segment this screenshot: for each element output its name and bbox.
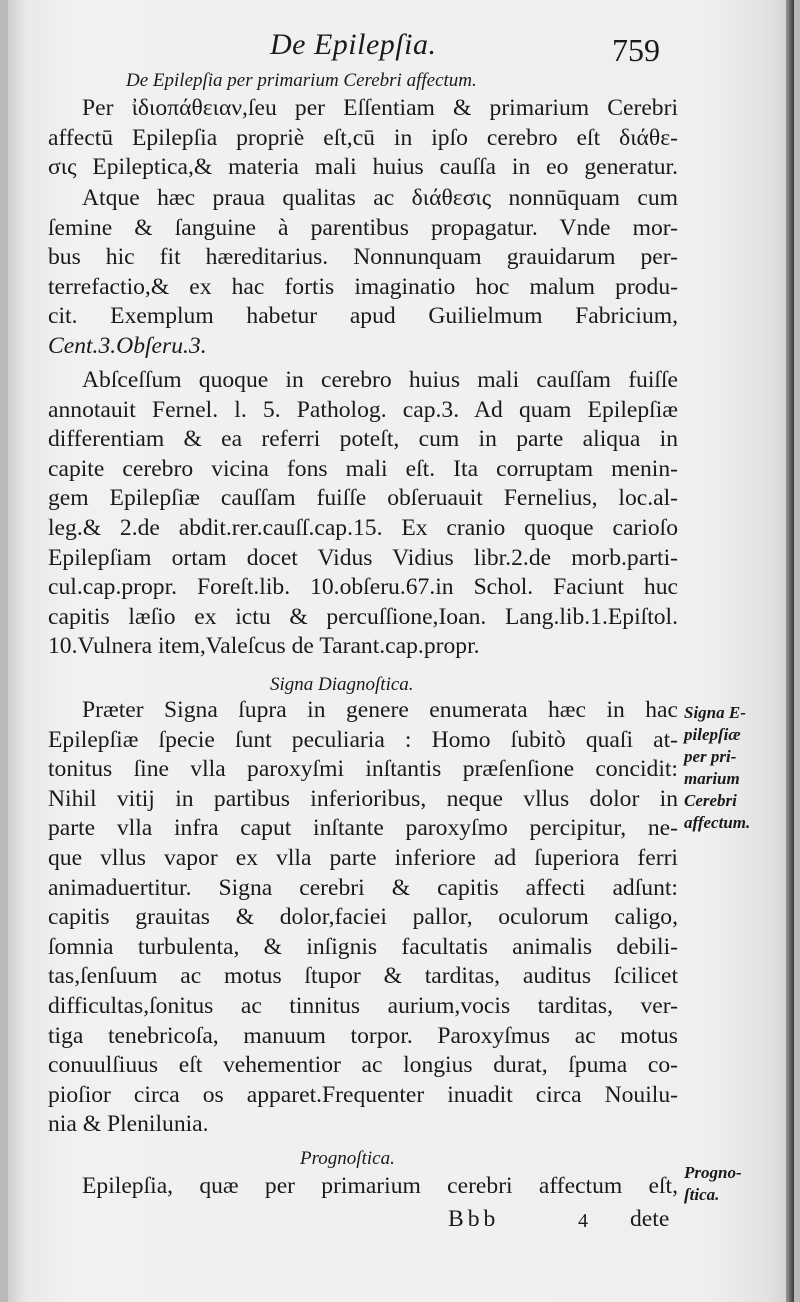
subhead-signa-diagnostica: Signa Diagnoſtica. [270, 674, 414, 695]
paragraph-2 [48, 184, 678, 362]
section-title: De Epilepſia per primarium Cerebri affectum. [126, 70, 477, 91]
text-line: σις Epileptica,& materia mali huius cauſſa in eo generatur. [48, 154, 678, 181]
margin-note-line: marium [684, 769, 740, 788]
text-line: animaduertitur. Signa cerebri & capitis affecti adſunt: [48, 874, 678, 901]
text-line: leg.& 2.de abdit.rer.cauſſ.cap.15. Ex cranio quoque carioſo [48, 514, 678, 541]
text-line: affectū Epilepſia propriè eſt,cū in ipſo cerebro eſt διάθε- [48, 124, 678, 151]
signature-number: 4 [578, 1210, 588, 1232]
margin-note-line: Signa E- [684, 703, 746, 722]
text-line: capitis grauitas & dolor,faciei pallor, oculorum caligo, [48, 904, 678, 931]
text-line: differentiam & ea referri poteſt, cum in parte aliqua in [48, 426, 678, 453]
margin-note-line: ſtica. [684, 1185, 720, 1204]
text-line: Atque hæc praua qualitas ac διάθεσις nonnūquam cum [82, 185, 678, 211]
text-line: Epilepſiæ ſpecie ſunt peculiaria : Homo ſubitò quaſi at- [48, 726, 678, 753]
margin-note-line: pilepſiæ [684, 725, 741, 744]
text-line: Per ἰδιοπάθειαν,ſeu per Eſſentiam & primarium Cerebri [82, 95, 678, 121]
page-footer [48, 1206, 678, 1238]
text-line: tiga tenebricoſa, manuum torpor. Paroxyſmus ac motus [48, 1022, 678, 1049]
margin-note-line: affectum. [684, 813, 751, 832]
catchword: dete [630, 1206, 670, 1232]
margin-note-prognostica [684, 1162, 742, 1206]
text-line: cit. Exemplum habetur apud Guilielmum Fabricium, [48, 303, 678, 330]
page-edge-shadow [786, 0, 794, 1302]
book-page [8, 0, 794, 1302]
text-line: tas,ſenſuum ac motus ſtupor & tarditas, auditus ſcilicet [48, 963, 678, 990]
margin-note-signa [684, 702, 750, 834]
signature-mark: Bbb [448, 1206, 500, 1232]
running-title: De Epilepſia. [270, 28, 437, 61]
paragraph-4 [48, 696, 678, 1140]
text-line: ſomnia turbulenta, & inſignis facultatis animalis debili- [48, 933, 678, 960]
text-line: Cent.3.Obſeru.3. [48, 332, 207, 359]
text-line: ſemine & ſanguine à parentibus propagatur. Vnde mor- [48, 214, 678, 241]
paragraph-1 [48, 94, 678, 183]
text-line: que vllus vapor ex vlla parte inferiore ad ſuperiora ferri [48, 844, 678, 871]
text-line: pioſior circa os apparet.Frequenter inuadit circa Nouilu- [48, 1081, 678, 1108]
text-line: Nihil vitij in partibus inferioribus, neque vllus dolor in [48, 785, 678, 812]
margin-note-line: Progno- [684, 1163, 742, 1182]
text-line: Abſceſſum quoque in cerebro huius mali cauſſam fuiſſe [82, 367, 678, 393]
text-line: capite cerebro vicina fons mali eſt. Ita corruptam menin- [48, 455, 678, 482]
text-line: Præter Signa ſupra in genere enumerata hæc in hac [82, 697, 678, 723]
text-line: parte vlla infra caput inſtante paroxyſmo percipitur, ne- [48, 815, 678, 842]
subhead-prognostica: Prognoſtica. [300, 1148, 395, 1169]
margin-note-line: per pri- [684, 747, 737, 766]
text-line: bus hic fit hæreditarius. Nonnunquam grauidarum per- [48, 244, 678, 271]
text-line: cul.cap.propr. Foreſt.lib. 10.obſeru.67.in Schol. Faciunt huc [48, 574, 678, 601]
text-line: capitis læſio ex ictu & percuſſione,Ioan. Lang.lib.1.Epiſtol. [48, 603, 678, 630]
margin-note-line: Cerebri [684, 791, 737, 810]
paragraph-5 [48, 1172, 678, 1202]
text-line: Epilepſiam ortam docet Vidus Vidius libr.2.de morb.parti- [48, 544, 678, 571]
text-line: Epilepſia, quæ per primarium cerebri affectum eſt, [82, 1173, 678, 1199]
paragraph-3 [48, 366, 678, 662]
text-line: 10.Vulnera item,Valeſcus de Tarant.cap.propr. [48, 633, 480, 660]
page-number: 759 [612, 32, 660, 68]
text-line: annotauit Fernel. l. 5. Patholog. cap.3. Ad quam Epilepſiæ [48, 396, 678, 423]
text-line: difficultas,ſonitus ac tinnitus aurium,vocis tarditas, ver- [48, 992, 678, 1019]
text-line: terrefactio,& ex hac fortis imaginatio hoc malum produ- [48, 273, 678, 300]
text-line: nia & Plenilunia. [48, 1111, 209, 1138]
text-line: conuulſiuus eſt vehementior ac longius durat, ſpuma co- [48, 1052, 678, 1079]
text-line: gem Epilepſiæ cauſſam fuiſſe obſeruauit Fernelius, loc.al- [48, 485, 678, 512]
text-line: tonitus ſine vlla paroxyſmi inſtantis præſenſione concidit: [48, 756, 678, 783]
